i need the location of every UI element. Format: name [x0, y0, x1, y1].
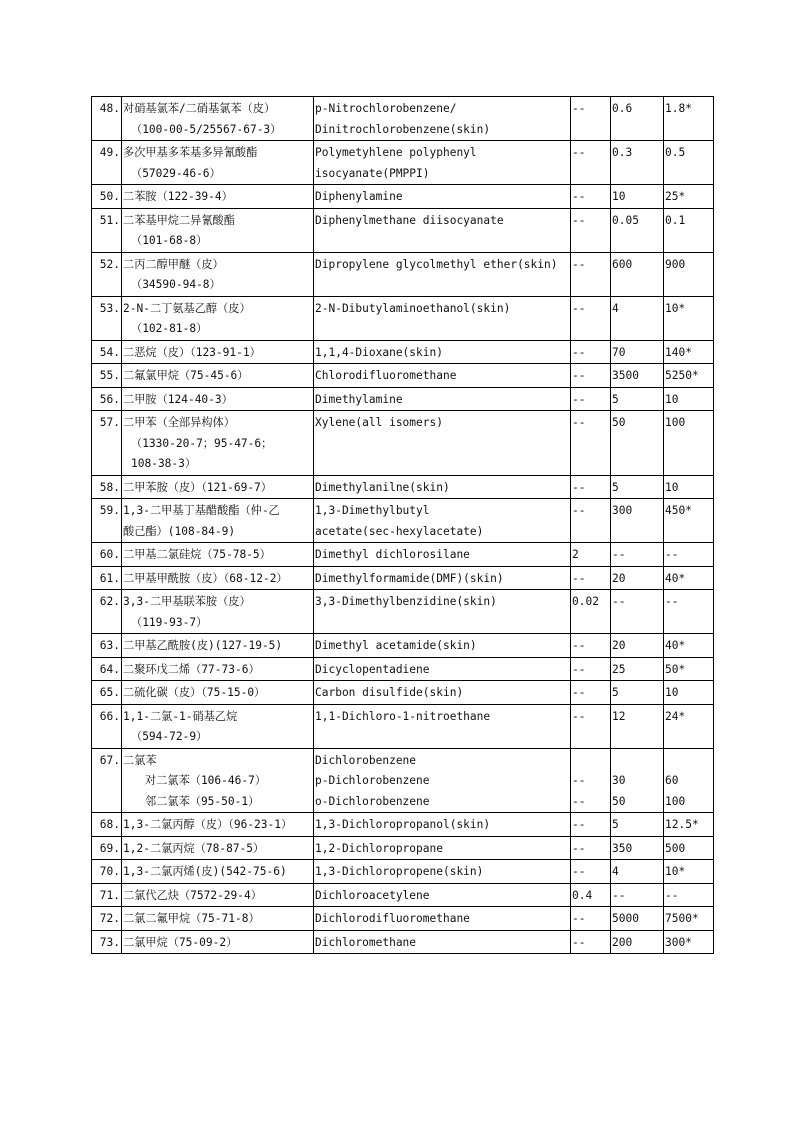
row-number: 50.	[92, 185, 122, 209]
english-name	[314, 907, 571, 931]
chinese-name	[122, 543, 314, 567]
pc-twa-value: 12	[611, 704, 664, 748]
row-number: 59.	[92, 499, 122, 543]
row-number: 72.	[92, 907, 122, 931]
chinese-name-line: 二甲基二氯硅烷（75-78-5）	[123, 548, 271, 561]
pc-stel-value: 1.8*	[664, 97, 714, 141]
chinese-name-line: 对二氯苯（106-46-7）	[145, 774, 267, 787]
pc-twa-value-line	[612, 751, 662, 772]
table-row	[92, 252, 714, 296]
pc-stel-value: 450*	[664, 499, 714, 543]
english-name-line: p-Dichlorobenzene	[315, 774, 430, 787]
english-name-line: Diphenylamine	[315, 190, 403, 203]
pc-twa-value: --	[611, 543, 664, 567]
english-name	[314, 340, 571, 364]
chinese-name-line: （101-68-8）	[131, 234, 208, 247]
mac-value: 0.02	[571, 590, 611, 634]
mac-value: --	[571, 296, 611, 340]
pc-stel-value: --	[664, 883, 714, 907]
pc-twa-value: 20	[611, 566, 664, 590]
chinese-name-line: 二甲苯胺（皮）（121-69-7）	[123, 480, 272, 494]
table-row	[92, 185, 714, 209]
english-name-line: 1,1,4-Dioxane(skin)	[315, 345, 443, 359]
mac-value: --	[571, 566, 611, 590]
english-name-line: Dimethyl acetamide(skin)	[315, 639, 477, 652]
pc-twa-value: 4	[611, 860, 664, 884]
chinese-name	[122, 296, 314, 340]
row-number: 57.	[92, 411, 122, 476]
chinese-name-line: 108-38-3）	[131, 457, 197, 470]
chinese-name-line: （57029-46-6）	[131, 166, 221, 180]
mac-value: --	[571, 930, 611, 954]
pc-twa-value: 350	[611, 836, 664, 860]
chinese-name	[122, 907, 314, 931]
chinese-name-line: 1,1-二氯-1-硝基乙烷	[123, 709, 238, 723]
chinese-name	[122, 681, 314, 705]
table-row	[92, 296, 714, 340]
english-name	[314, 657, 571, 681]
mac-value: --	[571, 97, 611, 141]
chinese-name-line: （100-00-5/25567-67-3）	[131, 122, 282, 136]
mac-value: --	[571, 475, 611, 499]
pc-twa-value: 5	[611, 681, 664, 705]
pc-stel-value: 24*	[664, 704, 714, 748]
english-name	[314, 364, 571, 388]
english-name	[314, 97, 571, 141]
english-name	[314, 141, 571, 185]
pc-stel-value: 50*	[664, 657, 714, 681]
chinese-name-line: 二苯基甲烷二异氰酸酯	[123, 213, 235, 227]
pc-stel-value: 100	[664, 411, 714, 476]
pc-stel-value: 5250*	[664, 364, 714, 388]
chinese-name-line: 对硝基氯苯/二硝基氯苯（皮）	[123, 102, 276, 115]
row-number: 53.	[92, 296, 122, 340]
chinese-name	[122, 364, 314, 388]
table-row	[92, 411, 714, 476]
pc-twa-value: 300	[611, 499, 664, 543]
english-name-line: Xylene(all isomers)	[315, 416, 443, 429]
english-name-line: Dimethylamine	[315, 392, 403, 406]
english-name-line: Diphenylmethane diisocyanate	[315, 213, 504, 227]
mac-value: --	[571, 704, 611, 748]
table-row	[92, 566, 714, 590]
english-name-line: Polymetyhlene polyphenyl	[315, 146, 477, 159]
pc-stel-value-line: 60	[665, 774, 679, 787]
english-name-line: 1,1-Dichloro-1-nitroethane	[315, 709, 491, 723]
chinese-name-line: 1,3-二氯丙烯(皮)(542-75-6)	[123, 865, 287, 878]
english-name-line: Carbon disulfide(skin)	[315, 686, 464, 699]
table-row	[92, 590, 714, 634]
english-name-line: Dimethylformamide(DMF)(skin)	[315, 571, 504, 585]
row-number: 62.	[92, 590, 122, 634]
table-row	[92, 208, 714, 252]
english-name	[314, 499, 571, 543]
chinese-name	[122, 883, 314, 907]
english-name	[314, 411, 571, 476]
table-row	[92, 657, 714, 681]
pc-twa-value: 20	[611, 634, 664, 658]
table-row	[92, 340, 714, 364]
mac-value: 0.4	[571, 883, 611, 907]
table-row	[92, 704, 714, 748]
table-row	[92, 387, 714, 411]
row-number: 71.	[92, 883, 122, 907]
mac-value: --	[571, 860, 611, 884]
chinese-name-line: （594-72-9）	[131, 730, 208, 743]
english-name-line: 1,3-Dichloropropene(skin)	[315, 865, 484, 878]
chinese-name-line: 二甲基甲酰胺（皮）（68-12-2）	[123, 571, 288, 585]
mac-value: --	[571, 252, 611, 296]
pc-stel-value: 10	[664, 681, 714, 705]
pc-twa-value	[611, 748, 664, 813]
mac-value-line: --	[572, 794, 586, 808]
pc-stel-value: 0.1	[664, 208, 714, 252]
pc-stel-value: 10*	[664, 296, 714, 340]
table-row	[92, 813, 714, 837]
chinese-name	[122, 97, 314, 141]
row-number: 48.	[92, 97, 122, 141]
english-name	[314, 387, 571, 411]
row-number: 64.	[92, 657, 122, 681]
pc-twa-value: 3500	[611, 364, 664, 388]
chinese-name	[122, 634, 314, 658]
row-number: 67.	[92, 748, 122, 813]
pc-twa-value: 5	[611, 813, 664, 837]
chinese-name-line: 2-N-二丁氨基乙醇（皮）	[123, 301, 251, 315]
chinese-name-line: 1,3-二甲基丁基醋酸酯（仲-乙	[123, 504, 280, 517]
pc-twa-value: 0.05	[611, 208, 664, 252]
chinese-name	[122, 930, 314, 954]
pc-twa-value: 0.3	[611, 141, 664, 185]
english-name-line: Dimethylanilne(skin)	[315, 480, 450, 494]
row-number: 56.	[92, 387, 122, 411]
english-name-line: 1,2-Dichloropropane	[315, 841, 443, 855]
row-number: 58.	[92, 475, 122, 499]
table-row	[92, 543, 714, 567]
row-number: 63.	[92, 634, 122, 658]
mac-value: --	[571, 813, 611, 837]
english-name-line: Dipropylene glycolmethyl ether(skin)	[315, 257, 558, 271]
pc-twa-value: 4	[611, 296, 664, 340]
english-name	[314, 748, 571, 813]
english-name	[314, 836, 571, 860]
chinese-name	[122, 590, 314, 634]
pc-twa-value: --	[611, 590, 664, 634]
english-name-line: Dinitrochlorobenzene(skin)	[315, 122, 491, 136]
row-number: 68.	[92, 813, 122, 837]
chinese-name-line: 二苯胺（122-39-4）	[123, 190, 233, 203]
row-number: 65.	[92, 681, 122, 705]
pc-stel-value: 40*	[664, 634, 714, 658]
mac-value: --	[571, 340, 611, 364]
chinese-name-line: 1,2-二氯丙烷（78-87-5）	[123, 841, 265, 855]
mac-value: --	[571, 907, 611, 931]
english-name	[314, 813, 571, 837]
chinese-name	[122, 836, 314, 860]
row-number: 60.	[92, 543, 122, 567]
pc-twa-value: 70	[611, 340, 664, 364]
chinese-name-line: 3,3-二甲基联苯胺（皮）	[123, 595, 251, 608]
pc-twa-value: 600	[611, 252, 664, 296]
english-name-line: Dichloromethane	[315, 935, 417, 949]
table-row	[92, 499, 714, 543]
chinese-name-line: 二丙二醇甲醚（皮）	[123, 257, 224, 271]
pc-stel-value: 10*	[664, 860, 714, 884]
chinese-name	[122, 387, 314, 411]
table-row	[92, 141, 714, 185]
chinese-name-line: （119-93-7）	[131, 615, 208, 629]
english-name-line: Dimethyl dichlorosilane	[315, 548, 470, 561]
chinese-name	[122, 475, 314, 499]
english-name	[314, 883, 571, 907]
pc-stel-value-line: 100	[665, 794, 686, 808]
exposure-limits-table	[91, 96, 714, 954]
pc-stel-value: 7500*	[664, 907, 714, 931]
chinese-name	[122, 566, 314, 590]
english-name-line: Chlorodifluoromethane	[315, 369, 457, 382]
pc-stel-value: 140*	[664, 340, 714, 364]
english-name-line: acetate(sec-hexylacetate)	[315, 524, 484, 538]
mac-value: --	[571, 836, 611, 860]
exposure-limits-document	[91, 96, 701, 954]
english-name	[314, 930, 571, 954]
pc-stel-value: 10	[664, 387, 714, 411]
chinese-name	[122, 499, 314, 543]
english-name-line: 3,3-Dimethylbenzidine(skin)	[315, 595, 497, 608]
chinese-name	[122, 208, 314, 252]
chinese-name	[122, 657, 314, 681]
chinese-name-line: 多次甲基多苯基多异氰酸酯	[123, 146, 258, 159]
mac-value: --	[571, 208, 611, 252]
mac-value: --	[571, 657, 611, 681]
chinese-name-line: 二氯苯	[123, 753, 157, 767]
chinese-name	[122, 813, 314, 837]
row-number: 55.	[92, 364, 122, 388]
chinese-name	[122, 704, 314, 748]
chinese-name	[122, 340, 314, 364]
mac-value: --	[571, 141, 611, 185]
chinese-name-line: 二甲苯（全部异构体）	[123, 416, 235, 429]
chinese-name	[122, 860, 314, 884]
table-row	[92, 907, 714, 931]
row-number: 49.	[92, 141, 122, 185]
row-number: 52.	[92, 252, 122, 296]
pc-stel-value: 900	[664, 252, 714, 296]
mac-value	[571, 748, 611, 813]
pc-stel-value	[664, 748, 714, 813]
chinese-name-line: （34590-94-8）	[131, 278, 221, 291]
english-name	[314, 296, 571, 340]
row-number: 73.	[92, 930, 122, 954]
chinese-name	[122, 141, 314, 185]
english-name	[314, 590, 571, 634]
table-row	[92, 748, 714, 813]
pc-twa-value: 0.6	[611, 97, 664, 141]
english-name-line: 2-N-Dibutylaminoethanol(skin)	[315, 301, 511, 315]
chinese-name-line: （102-81-8）	[131, 322, 208, 335]
english-name	[314, 252, 571, 296]
chinese-name-line: 邻二氯苯（95-50-1）	[145, 794, 260, 808]
chinese-name-line: 二甲胺（124-40-3）	[123, 392, 233, 406]
mac-value-line: --	[572, 774, 586, 787]
chinese-name-line: （1330-20-7；95-47-6；	[131, 436, 273, 450]
pc-twa-value-line: 50	[612, 794, 626, 808]
mac-value: --	[571, 185, 611, 209]
mac-value-line	[572, 751, 609, 772]
pc-twa-value: 5000	[611, 907, 664, 931]
pc-stel-value: 0.5	[664, 141, 714, 185]
pc-stel-value: --	[664, 543, 714, 567]
mac-value: --	[571, 499, 611, 543]
english-name-line: Dichlorobenzene	[315, 753, 417, 767]
pc-stel-value: 500	[664, 836, 714, 860]
mac-value: 2	[571, 543, 611, 567]
english-name	[314, 208, 571, 252]
table-body	[92, 97, 714, 954]
pc-stel-value: 300*	[664, 930, 714, 954]
chinese-name-line: 二甲基乙酰胺(皮)(127-19-5)	[123, 639, 283, 652]
table-row	[92, 836, 714, 860]
row-number: 69.	[92, 836, 122, 860]
chinese-name	[122, 252, 314, 296]
mac-value: --	[571, 411, 611, 476]
chinese-name	[122, 748, 314, 813]
english-name	[314, 475, 571, 499]
mac-value: --	[571, 634, 611, 658]
english-name-line: isocyanate(PMPPI)	[315, 166, 430, 180]
pc-stel-value: 10	[664, 475, 714, 499]
row-number: 61.	[92, 566, 122, 590]
row-number: 70.	[92, 860, 122, 884]
english-name	[314, 543, 571, 567]
pc-stel-value: 40*	[664, 566, 714, 590]
pc-twa-value: 25	[611, 657, 664, 681]
table-row	[92, 634, 714, 658]
row-number: 51.	[92, 208, 122, 252]
pc-twa-value: 50	[611, 411, 664, 476]
chinese-name-line: 二硫化碳（皮）（75-15-0）	[123, 686, 266, 699]
table-row	[92, 930, 714, 954]
pc-stel-value-line	[665, 751, 712, 772]
pc-twa-value-line: 30	[612, 774, 626, 787]
table-row	[92, 681, 714, 705]
english-name	[314, 681, 571, 705]
chinese-name-line: 二氯代乙炔（7572-29-4）	[123, 888, 262, 902]
chinese-name-line: 二氯二氟甲烷（75-71-8）	[123, 912, 260, 925]
pc-stel-value: 25*	[664, 185, 714, 209]
chinese-name-line: 二恶烷（皮）（123-91-1）	[123, 345, 261, 359]
english-name-line: o-Dichlorobenzene	[315, 794, 430, 808]
english-name	[314, 185, 571, 209]
pc-stel-value: --	[664, 590, 714, 634]
table-row	[92, 475, 714, 499]
chinese-name-line: 酸己酯）(108-84-9)	[123, 524, 236, 538]
table-row	[92, 883, 714, 907]
table-row	[92, 364, 714, 388]
chinese-name-line: 二氯甲烷（75-09-2）	[123, 935, 238, 949]
english-name	[314, 634, 571, 658]
chinese-name	[122, 411, 314, 476]
english-name-line: 1,3-Dichloropropanol(skin)	[315, 818, 491, 831]
table-row	[92, 97, 714, 141]
pc-twa-value: 5	[611, 387, 664, 411]
chinese-name-line: 二氟氯甲烷（75-45-6）	[123, 369, 249, 382]
table-row	[92, 860, 714, 884]
english-name	[314, 860, 571, 884]
english-name-line: Dichlorodifluoromethane	[315, 912, 470, 925]
pc-twa-value: 5	[611, 475, 664, 499]
english-name-line: Dichloroacetylene	[315, 888, 430, 902]
pc-stel-value: 12.5*	[664, 813, 714, 837]
english-name-line: p-Nitrochlorobenzene/	[315, 102, 457, 115]
row-number: 66.	[92, 704, 122, 748]
chinese-name	[122, 185, 314, 209]
english-name	[314, 704, 571, 748]
mac-value: --	[571, 681, 611, 705]
chinese-name-line: 1,3-二氯丙醇（皮）（96-23-1）	[123, 818, 293, 831]
english-name	[314, 566, 571, 590]
english-name-line: 1,3-Dimethylbutyl	[315, 504, 430, 517]
pc-twa-value: 200	[611, 930, 664, 954]
mac-value: --	[571, 387, 611, 411]
pc-twa-value: 10	[611, 185, 664, 209]
mac-value: --	[571, 364, 611, 388]
row-number: 54.	[92, 340, 122, 364]
english-name-line: Dicyclopentadiene	[315, 662, 430, 676]
pc-twa-value: --	[611, 883, 664, 907]
chinese-name-line: 二聚环戊二烯（77-73-6）	[123, 662, 260, 676]
